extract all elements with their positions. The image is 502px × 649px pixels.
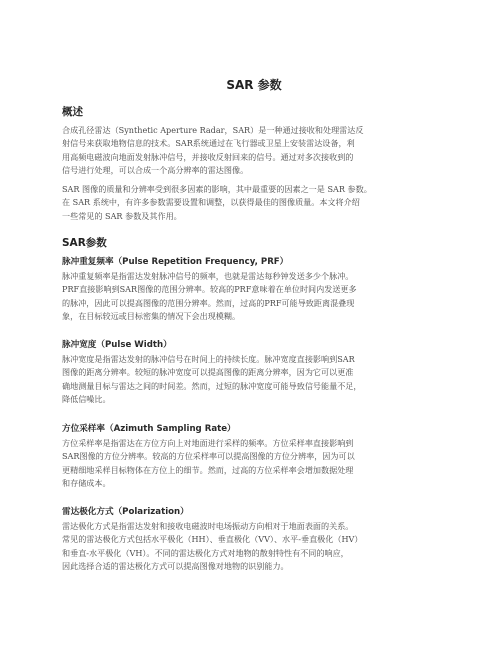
text-line: 一些常见的 SAR 参数及其作用。 [62,210,182,221]
text-line: 合成孔径雷达（Synthetic Aperture Radar，SAR）是一种通过接收和处理雷达反 [62,125,364,135]
text-line: 信号进行处理，可以合成一个高分辨率的雷达图像。 [62,165,249,176]
text-line: 射信号来获取地物信息的技术。SAR系统通过在飞行器或卫星上安装雷达设备，利 [62,138,355,149]
text-line: 和垂直-水平极化（VH）。不同的雷达极化方式对地物的散射特性有不同的响应， [62,547,349,558]
pulse-width-heading: 脉冲宽度（Pulse Width） [62,340,172,350]
text-line: 常见的雷达极化方式包括水平极化（HH）、垂直极化（VV）、水平-垂直极化（HV） [62,534,363,545]
text-line: 脉冲重复频率是指雷达发射脉冲信号的频率，也就是雷达每秒钟发送多少个脉冲。 [62,271,354,281]
overview-heading: 概述 [62,106,83,118]
text-line: 在 SAR 系统中，有许多参数需要设置和调整，以获得最佳的图像质量。本文将介绍 [62,197,360,208]
azimuth-sampling-paragraph [62,437,446,491]
azimuth-sampling-heading: 方位采样率（Azimuth Sampling Rate） [62,424,236,434]
text-line: SAR图像的方位分辨率。较高的方位采样率可以提高图像的方位分辨率，因为可以 [62,451,355,462]
overview-paragraph-2 [62,183,446,223]
text-line: 降低信噪比。 [62,394,111,405]
pulse-width-paragraph [62,353,446,407]
text-line: 脉冲宽度是指雷达发射的脉冲信号在时间上的持续长度。脉冲宽度直接影响到SAR [62,354,355,364]
text-line: 用高频电磁波向地面发射脉冲信号，并接收反射回来的信号。通过对多次接收到的 [62,151,354,162]
sar-params-heading: SAR参数 [62,237,107,249]
text-line: 和存储成本。 [62,478,111,489]
polarization-heading: 雷达极化方式（Polarization） [62,507,189,517]
text-line: 方位采样率是指雷达在方位方向上对地面进行采样的频率。方位采样率直接影响到 [62,438,354,448]
overview-paragraph-1 [62,124,446,178]
prf-paragraph [62,270,446,324]
text-line: 因此选择合适的雷达极化方式可以提高图像对地物的识别能力。 [62,561,289,572]
document-title: SAR 参数 [226,78,282,92]
text-line: SAR 图像的质量和分辨率受到很多因素的影响，其中最重要的因素之一是 SAR 参数。 [62,184,372,194]
text-line: 确地测量目标与雷达之间的时间差。然而，过短的脉冲宽度可能导致信号能量不足， [62,380,362,391]
prf-heading: 脉冲重复频率（Pulse Repetition Frequency, PRF） [62,257,289,267]
text-line: 图像的距离分辨率。较短的脉冲宽度可以提高图像的距离分辨率，因为它可以更准 [62,367,354,378]
polarization-paragraph [62,520,446,574]
text-line: 雷达极化方式是指雷达发射和接收电磁波时电场振动方向相对于地面表面的关系。 [62,521,354,531]
text-line: 的脉冲，因此可以提高图像的范围分辨率。然而，过高的PRF可能导致距离混叠现 [62,297,355,308]
text-line: 更精细地采样目标物体在方位上的细节。然而，过高的方位采样率会增加数据处理 [62,464,354,475]
text-line: PRF直接影响到SAR图像的范围分辨率。较高的PRF意味着在单位时间内发送更多 [62,284,357,295]
text-line: 象，在目标较远或目标密集的情况下会出现模糊。 [62,311,241,322]
